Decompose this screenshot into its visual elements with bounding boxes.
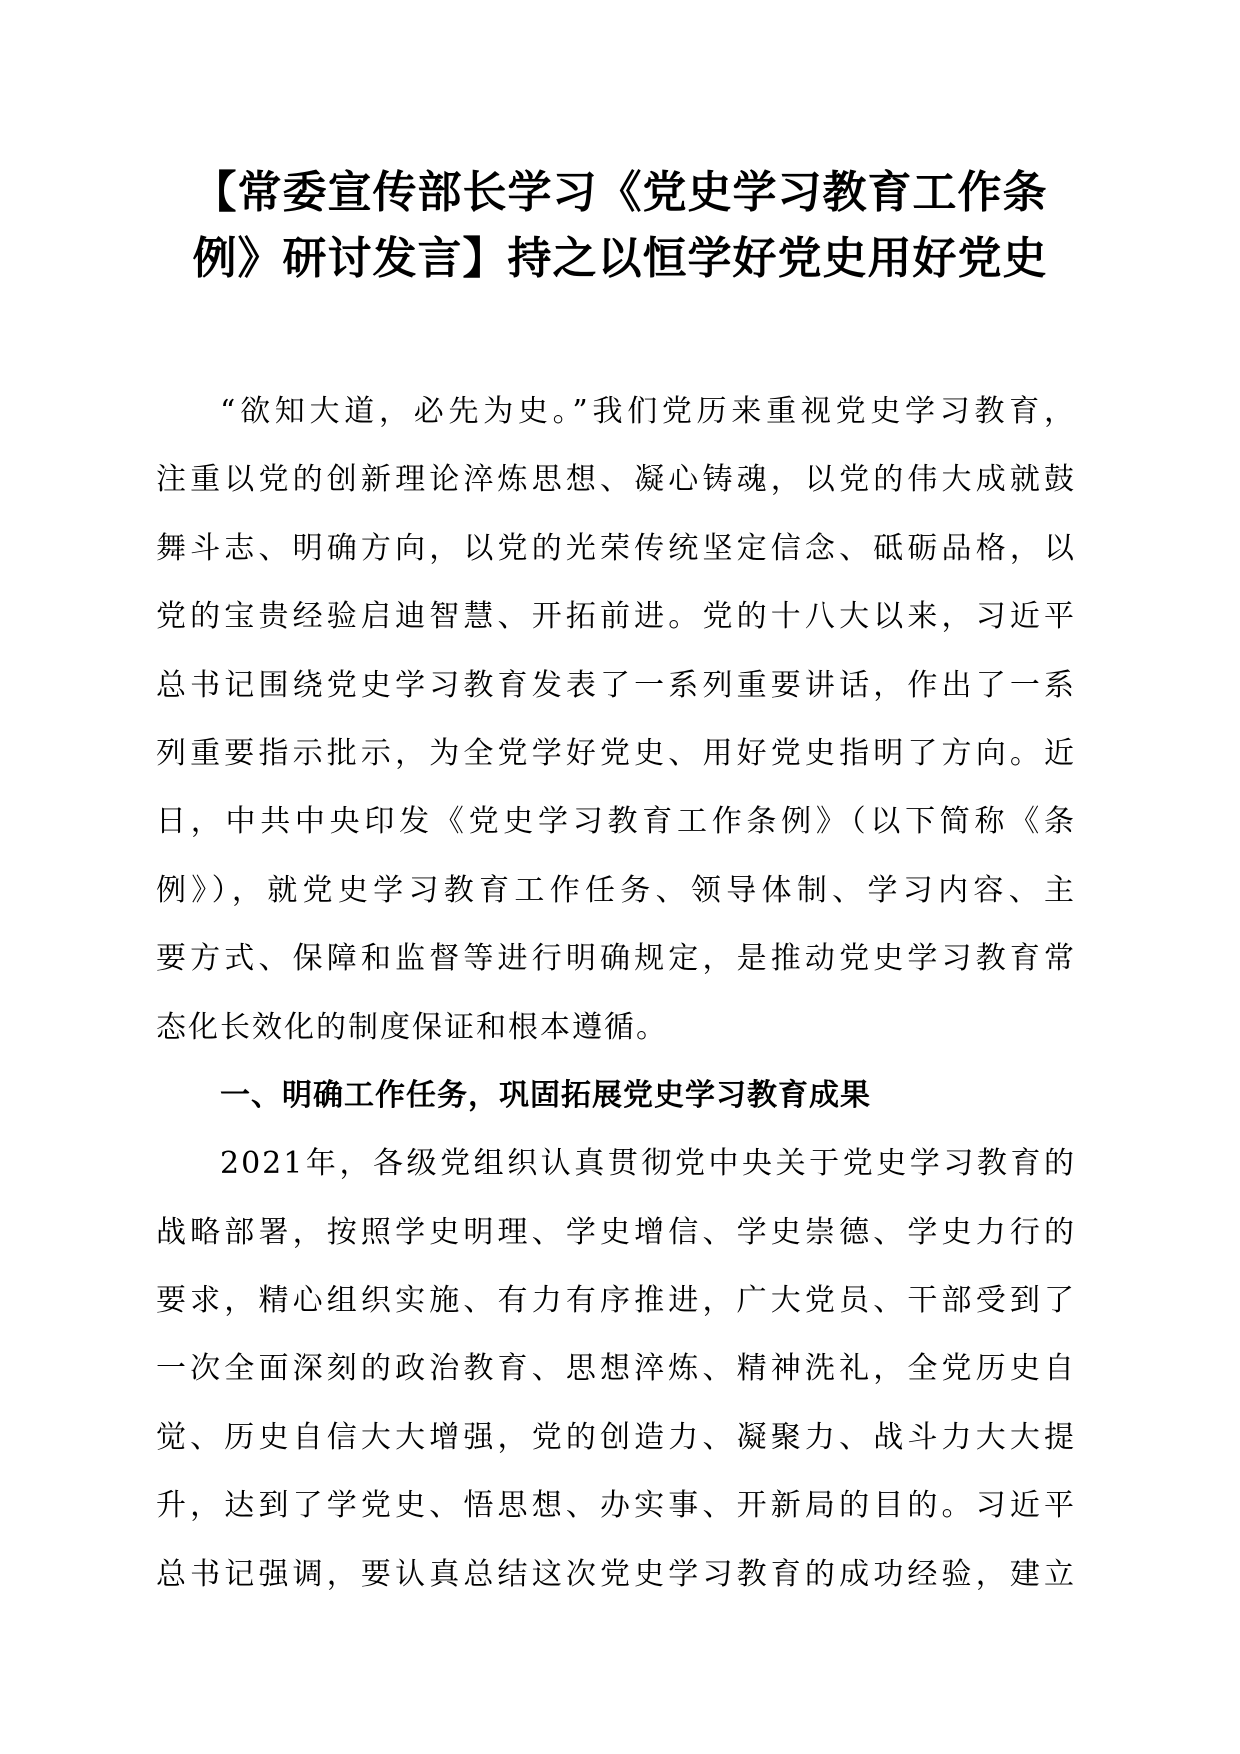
title-line-1: 【常委宣传部长学习《党史学习教育工作条 — [192, 167, 1048, 218]
paragraph-line: “欲知大道，必先为史。”我们党历来重视党史学习教育， — [220, 394, 1076, 429]
paragraph-line: 总书记围绕党史学习教育发表了一系列重要讲话，作出了一系 — [156, 667, 1076, 703]
paragraph-line: 战略部署，按照学史明理、学史增信、学史崇德、学史力行的 — [156, 1214, 1076, 1250]
paragraph-line: 舞斗志、明确方向，以党的光荣传统坚定信念、砥砺品格，以 — [156, 530, 1076, 566]
section-1-heading: 一、明确工作任务，巩固拓展党史学习教育成果 — [220, 1077, 871, 1113]
paragraph-line: 要求，精心组织实施、有力有序推进，广大党员、干部受到了 — [156, 1283, 1076, 1319]
paragraph-line: 升，达到了学党史、悟思想、办实事、开新局的目的。习近平 — [156, 1488, 1076, 1524]
paragraph-line: 态化长效化的制度保证和根本遵循。 — [156, 1009, 668, 1045]
paragraph-line: 日，中共中央印发《党史学习教育工作条例》（以下简称《条 — [156, 804, 1076, 840]
paragraph-line: 列重要指示批示，为全党学好党史、用好党史指明了方向。近 — [156, 735, 1076, 771]
paragraph-line: 一次全面深刻的政治教育、思想淬炼、精神洗礼，全党历史自 — [156, 1351, 1076, 1387]
paragraph-line: 注重以党的创新理论淬炼思想、凝心铸魂，以党的伟大成就鼓 — [156, 462, 1076, 498]
paragraph-line: 总书记强调，要认真总结这次党史学习教育的成功经验，建立 — [156, 1556, 1076, 1592]
paragraph-1 — [156, 378, 1076, 1062]
paragraph-line: 觉、历史自信大大增强，党的创造力、凝聚力、战斗力大大提 — [156, 1419, 1076, 1455]
paragraph-line: 要方式、保障和监督等进行明确规定，是推动党史学习教育常 — [156, 941, 1076, 977]
paragraph-line: 党的宝贵经验启迪智慧、开拓前进。党的十八大以来，习近平 — [156, 599, 1076, 635]
paragraph-2 — [156, 1130, 1076, 1609]
document-body — [156, 378, 1076, 1609]
paragraph-line: 例》），就党史学习教育工作任务、领导体制、学习内容、主 — [156, 872, 1076, 908]
document-title — [140, 160, 1100, 292]
paragraph-line: 2021年，各级党组织认真贯彻党中央关于党史学习教育的 — [220, 1146, 1076, 1182]
title-line-2: 例》研讨发言】持之以恒学好党史用好党史 — [192, 233, 1048, 284]
